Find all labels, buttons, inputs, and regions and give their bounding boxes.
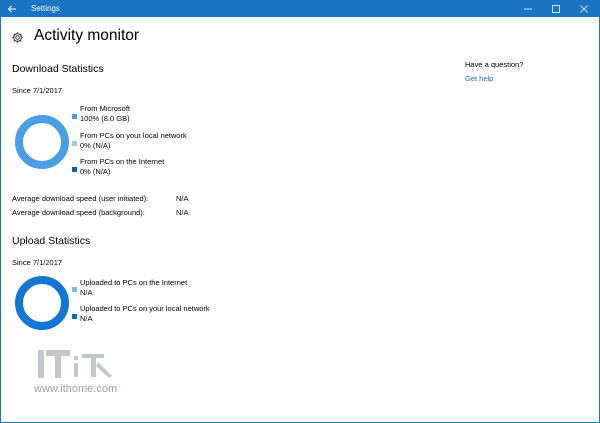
- title-bar: [0, 0, 600, 17]
- legend-value-upload-internet: N/A: [80, 288, 93, 297]
- back-arrow-icon[interactable]: [0, 0, 24, 17]
- minimize-icon: [524, 5, 532, 13]
- help-question: Have a question?: [465, 60, 524, 69]
- legend-label-microsoft: From Microsoft: [80, 104, 131, 113]
- get-help-link[interactable]: Get help: [465, 74, 494, 83]
- legend-value-local-network: 0% (N/A): [80, 141, 111, 150]
- download-section-title: Download Statistics: [12, 63, 104, 75]
- legend-swatch-microsoft: [72, 114, 77, 119]
- avg-speed-background-label: Average download speed (background):: [12, 208, 145, 217]
- legend-label-upload-internet: Uploaded to PCs on the Internet: [80, 278, 188, 287]
- watermark-text: www.ithome.com: [34, 383, 118, 395]
- close-button[interactable]: [570, 0, 598, 17]
- window-title: Settings: [31, 4, 60, 13]
- window-border-left: [0, 17, 1, 423]
- upload-since: Since 7/1/2017: [12, 258, 63, 267]
- legend-swatch-upload-local: [72, 314, 77, 319]
- legend-label-upload-local: Uploaded to PCs on your local network: [80, 304, 210, 313]
- legend-swatch-internet: [72, 167, 77, 172]
- maximize-button[interactable]: [542, 0, 570, 17]
- legend-label-local-network: From PCs on your local network: [80, 131, 187, 140]
- download-ring-microsoft-slice: [19, 119, 65, 165]
- legend-swatch-upload-internet: [72, 287, 77, 292]
- page-title: Activity monitor: [34, 27, 140, 44]
- legend-value-microsoft: 100% (8.0 GB): [80, 114, 130, 123]
- minimize-button[interactable]: [514, 0, 542, 17]
- maximize-icon: [552, 5, 560, 13]
- gear-icon: [11, 31, 24, 44]
- avg-speed-user-value: N/A: [176, 194, 189, 203]
- legend-swatch-local-network: [72, 141, 77, 146]
- legend-value-internet: 0% (N/A): [80, 167, 111, 176]
- avg-speed-background-value: N/A: [176, 208, 189, 217]
- legend-value-upload-local: N/A: [80, 314, 93, 323]
- upload-ring: [19, 280, 65, 326]
- upload-ring-chart: [14, 275, 70, 331]
- legend-label-internet: From PCs on the Internet: [80, 157, 165, 166]
- download-since: Since 7/1/2017: [12, 86, 63, 95]
- download-ring-chart: [14, 114, 70, 170]
- back-arrow-glyph: [7, 5, 17, 13]
- avg-speed-user-label: Average download speed (user initiated):: [12, 194, 149, 203]
- close-icon: [580, 5, 588, 13]
- upload-section-title: Upload Statistics: [12, 235, 91, 247]
